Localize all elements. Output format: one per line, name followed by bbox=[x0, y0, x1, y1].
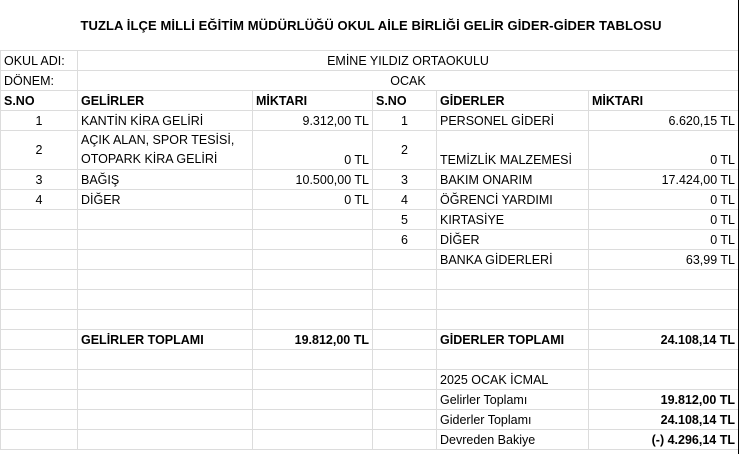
summary-row bbox=[1, 410, 739, 430]
header-sno-income: S.NO bbox=[1, 91, 78, 111]
table-row bbox=[1, 310, 739, 330]
income-name: DİĞER bbox=[78, 190, 253, 210]
header-amount-income: MİKTARI bbox=[253, 91, 373, 111]
expense-total-value: 24.108,14 TL bbox=[589, 330, 739, 350]
income-no: 3 bbox=[1, 170, 78, 190]
table-row bbox=[1, 270, 739, 290]
expense-amount: 17.424,00 TL bbox=[589, 170, 739, 190]
summary-title: 2025 OCAK İCMAL bbox=[437, 370, 589, 390]
income-name bbox=[78, 131, 253, 170]
header-amount-expense: MİKTARI bbox=[589, 91, 739, 111]
page-title: TUZLA İLÇE MİLLİ EĞİTİM MÜDÜRLÜĞÜ OKUL AİLE BİRLİĞİ GELİR GİDER-GİDER TABLOSU bbox=[80, 17, 662, 33]
summary-expense-value: 24.108,14 TL bbox=[589, 410, 739, 430]
expense-no: 4 bbox=[373, 190, 437, 210]
income-name: KANTİN KİRA GELİRİ bbox=[78, 111, 253, 131]
expense-amount: 6.620,15 TL bbox=[589, 111, 739, 131]
totals-row bbox=[1, 330, 739, 350]
summary-income-label: Gelirler Toplamı bbox=[437, 390, 589, 410]
income-total-label: GELİRLER TOPLAMI bbox=[78, 330, 253, 350]
income-total-value: 19.812,00 TL bbox=[253, 330, 373, 350]
income-amount: 0 TL bbox=[253, 131, 373, 170]
table-row bbox=[1, 210, 739, 230]
summary-row bbox=[1, 430, 739, 450]
income-amount: 9.312,00 TL bbox=[253, 111, 373, 131]
expense-total-label: GİDERLER TOPLAMI bbox=[437, 330, 589, 350]
income-expense-table bbox=[0, 50, 739, 450]
table-row bbox=[1, 190, 739, 210]
table-row bbox=[1, 131, 739, 170]
expense-no: 1 bbox=[373, 111, 437, 131]
expense-amount: 63,99 TL bbox=[589, 250, 739, 270]
income-no: 2 bbox=[1, 131, 78, 170]
expense-amount: 0 TL bbox=[589, 230, 739, 250]
table-row bbox=[1, 230, 739, 250]
expense-no: 2 bbox=[373, 131, 437, 170]
expense-name: ÖĞRENCİ YARDIMI bbox=[437, 190, 589, 210]
table-row bbox=[1, 111, 739, 131]
school-row bbox=[1, 51, 739, 71]
expense-name: BANKA GİDERLERİ bbox=[437, 250, 589, 270]
income-no: 1 bbox=[1, 111, 78, 131]
school-name: EMİNE YILDIZ ORTAOKULU bbox=[78, 51, 739, 71]
income-amount: 0 TL bbox=[253, 190, 373, 210]
summary-balance-value: (-) 4.296,14 TL bbox=[589, 430, 739, 450]
school-label: OKUL ADI: bbox=[1, 51, 78, 71]
expense-amount: 0 TL bbox=[589, 190, 739, 210]
expense-name: PERSONEL GİDERİ bbox=[437, 111, 589, 131]
income-name-line1: AÇIK ALAN, SPOR TESİSİ, bbox=[81, 133, 235, 147]
period-value: OCAK bbox=[78, 71, 739, 91]
summary-expense-label: Giderler Toplamı bbox=[437, 410, 589, 430]
table-row bbox=[1, 250, 739, 270]
income-name-line2: OTOPARK KİRA GELİRİ bbox=[81, 152, 218, 166]
header-row bbox=[1, 91, 739, 111]
income-name: BAĞIŞ bbox=[78, 170, 253, 190]
summary-row bbox=[1, 390, 739, 410]
summary-row bbox=[1, 370, 739, 390]
expense-name: KIRTASİYE bbox=[437, 210, 589, 230]
expense-name: BAKIM ONARIM bbox=[437, 170, 589, 190]
period-row bbox=[1, 71, 739, 91]
expense-no: 6 bbox=[373, 230, 437, 250]
summary-income-value: 19.812,00 TL bbox=[589, 390, 739, 410]
period-label: DÖNEM: bbox=[1, 71, 78, 91]
sheet-right-border bbox=[738, 0, 739, 454]
summary-balance-label: Devreden Bakiye bbox=[437, 430, 589, 450]
expense-no: 5 bbox=[373, 210, 437, 230]
header-sno-expense: S.NO bbox=[373, 91, 437, 111]
expense-name: TEMİZLİK MALZEMESİ bbox=[437, 131, 589, 170]
table-row bbox=[1, 170, 739, 190]
expense-name: DİĞER bbox=[437, 230, 589, 250]
expense-amount: 0 TL bbox=[589, 131, 739, 170]
table-row bbox=[1, 290, 739, 310]
income-no: 4 bbox=[1, 190, 78, 210]
expense-no: 3 bbox=[373, 170, 437, 190]
header-income: GELİRLER bbox=[78, 91, 253, 111]
expense-amount: 0 TL bbox=[589, 210, 739, 230]
spacer-row bbox=[1, 350, 739, 370]
income-amount: 10.500,00 TL bbox=[253, 170, 373, 190]
header-expense: GİDERLER bbox=[437, 91, 589, 111]
